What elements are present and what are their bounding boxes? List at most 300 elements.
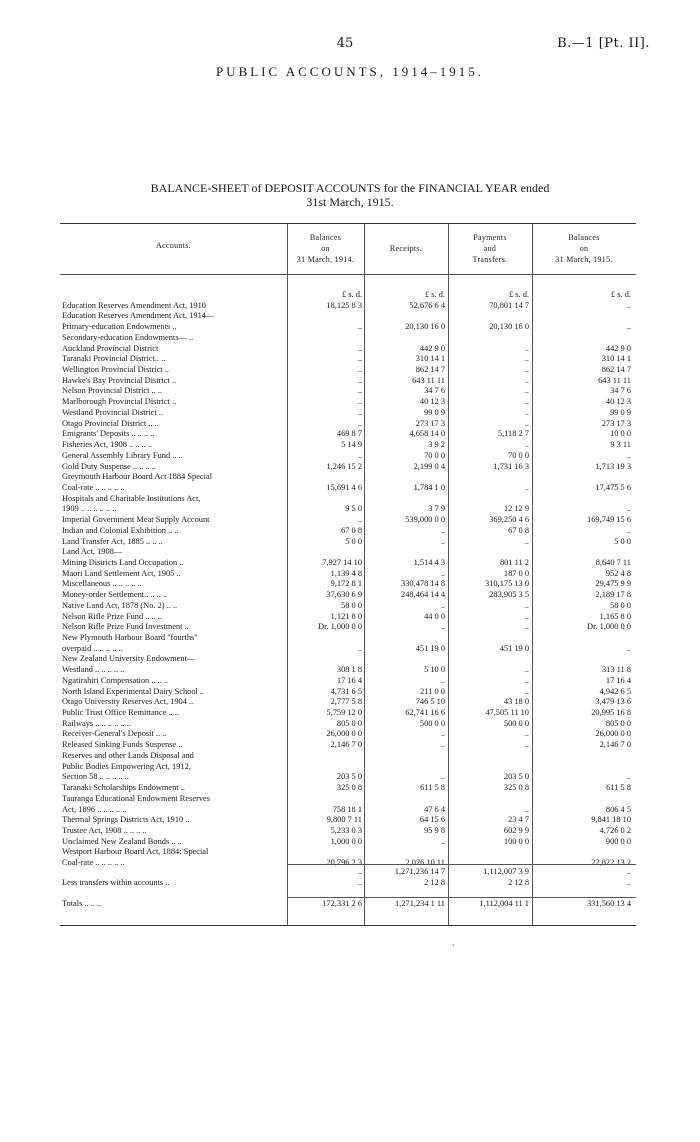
row-label: 1909 .. .. .. .. .. .. — [62, 504, 117, 514]
table-row — [60, 504, 636, 515]
cell-receipts: 95 9 8 — [424, 825, 445, 835]
cell-balance-1914: 2,146 7 0 — [330, 740, 362, 750]
header-payments — [448, 232, 532, 265]
cell-balance-1915: .. — [626, 322, 631, 332]
table-row — [60, 762, 636, 773]
table-row — [60, 837, 636, 848]
table-row — [60, 451, 636, 462]
cell-payments: 1,731 16 3 — [493, 461, 529, 471]
cell-balance-1915: 5 0 0 — [614, 536, 631, 546]
cell-balance-1914: .. — [357, 365, 362, 375]
cell-receipts: 40 12 3 — [419, 397, 445, 407]
cell-balance-1915: 331,560 13 4 — [587, 899, 631, 909]
row-label: Education Reserves Amendment Act, 1914— — [62, 311, 215, 321]
cell-payments: .. — [524, 365, 529, 375]
cell-balance-1914: .. — [357, 397, 362, 407]
cell-balance-1914: 325 0 8 — [336, 783, 362, 793]
sheet-title-line1: BALANCE-SHEET of DEPOSIT ACCOUNTS for the FINANCIAL YEAR ended — [150, 181, 550, 195]
cell-balance-1915: .. — [626, 504, 631, 514]
table-row — [60, 494, 636, 505]
cell-balance-1914: 67 0 8 — [341, 525, 362, 535]
cell-payments: .. — [524, 858, 529, 868]
cell-payments: .. — [524, 804, 529, 814]
cell-payments: 325 0 8 — [503, 783, 529, 793]
cell-balance-1914: 203 5 0 — [336, 772, 362, 782]
row-label: Unclaimed New Zealand Bonds .. .. — [62, 836, 182, 846]
cell-payments: .. — [524, 665, 529, 675]
header-line: Payments — [473, 233, 507, 242]
cell-receipts: 2,199 0 4 — [413, 461, 445, 471]
cell-balance-1914: 4,731 6 5 — [330, 686, 362, 696]
cell-balance-1915: 9 3 11 — [610, 440, 631, 450]
table-row — [60, 558, 636, 569]
table-row — [60, 815, 636, 826]
cell-receipts: .. — [440, 536, 445, 546]
cell-balance-1914: 26,000 0 0 — [326, 729, 362, 739]
cell-payments: 500 0 0 — [503, 718, 529, 728]
table-row — [60, 333, 636, 344]
cell-balance-1914: 9 5 0 — [345, 504, 362, 514]
cell-balance-1915: 169,749 15 6 — [587, 515, 631, 525]
cell-receipts: 52,676 6 4 — [409, 300, 445, 310]
table-row — [60, 622, 636, 633]
cell-balance-1914: £ s. d. — [341, 290, 362, 299]
cell-balance-1915: 8,640 7 11 — [595, 557, 631, 567]
table-row — [60, 676, 636, 687]
table-row — [60, 751, 636, 762]
table-row — [60, 729, 636, 740]
cell-payments: .. — [524, 343, 529, 353]
cell-receipts: 99 0 9 — [424, 407, 445, 417]
cell-balance-1915: 58 0 0 — [610, 600, 631, 610]
table-row — [60, 579, 636, 590]
cell-balance-1915: 643 11 11 — [598, 375, 631, 385]
cell-payments: .. — [524, 397, 529, 407]
cell-balance-1914: 2,777 5 8 — [330, 697, 362, 707]
table-row — [60, 612, 636, 623]
row-label: Released Sinking Funds Suspense .. — [62, 740, 183, 750]
row-label: Secondary-education Endowments— .. — [62, 332, 194, 342]
total-rule — [287, 897, 636, 898]
table-row — [60, 697, 636, 708]
cell-receipts: 643 11 11 — [412, 375, 445, 385]
cell-balance-1914: .. — [357, 407, 362, 417]
table-row — [60, 719, 636, 730]
row-label: Money-order Settlement.. .. .. .. — [62, 590, 168, 600]
cell-payments: .. — [524, 536, 529, 546]
cell-payments: 451 19 0 — [499, 643, 529, 653]
table-row — [60, 365, 636, 376]
cell-receipts: 1,271,236 14 7 — [394, 867, 445, 876]
row-label: Native Land Act, 1878 (No. 2) .. .. — [62, 600, 178, 610]
table-row — [60, 772, 636, 783]
row-label: Land Transfer Act, 1885 .. .. .. — [62, 536, 163, 546]
cell-balance-1915: .. — [626, 867, 631, 876]
cell-receipts: 310 14 1 — [415, 354, 445, 364]
summary-row — [60, 899, 636, 910]
cell-balance-1914: 5 0 0 — [345, 536, 362, 546]
cell-receipts: 5 10 0 — [424, 665, 445, 675]
row-label: Tauranga Educational Endowment Reserves — [62, 793, 211, 803]
row-label: Primary-education Endowments .. — [62, 322, 177, 332]
row-label: Public Trust Office Remittance .. .. — [62, 708, 179, 718]
cell-payments: .. — [524, 386, 529, 396]
row-label: Mining Districts Land Occupation .. — [62, 557, 184, 567]
cell-balance-1914: .. — [357, 322, 362, 332]
table-row — [60, 601, 636, 612]
cell-balance-1914: 758 18 1 — [332, 804, 362, 814]
cell-payments: .. — [524, 729, 529, 739]
table-row — [60, 708, 636, 719]
cell-balance-1915: 952 4 8 — [605, 568, 631, 578]
row-label: Westland .. .. .. .. .. — [62, 665, 125, 675]
table-row — [60, 440, 636, 451]
table-row — [60, 386, 636, 397]
cell-receipts: .. — [440, 622, 445, 632]
cell-balance-1915: .. — [626, 450, 631, 460]
subtotal-rule — [287, 864, 636, 865]
cell-balance-1914: 172,331 2 6 — [322, 899, 362, 909]
table-row — [60, 483, 636, 494]
cell-balance-1915: 862 14 7 — [601, 365, 631, 375]
cell-balance-1914: 5,759 12 0 — [326, 708, 362, 718]
row-label: Wellington Provincial District .. — [62, 365, 170, 375]
cell-payments: 2 12 8 — [508, 877, 529, 887]
cell-balance-1915: 22,822 13 2 — [591, 858, 631, 868]
row-label: Nelson Rifle Prize Fund .. .. .. — [62, 611, 163, 621]
cell-payments: 801 11 2 — [499, 557, 529, 567]
row-label: Nelson Rifle Prize Fund Investment .. — [62, 622, 189, 632]
row-label: Maori Land Settlement Act, 1905 .. — [62, 568, 181, 578]
cell-receipts: 64 15 6 — [419, 815, 445, 825]
header-receipts: Receipts. — [389, 244, 423, 253]
cell-balance-1915: 4,942 6 5 — [599, 686, 631, 696]
cell-receipts: 4,658 14 0 — [409, 429, 445, 439]
row-label: Coal-rate .. .. .. .. .. — [62, 482, 125, 492]
table-row — [60, 462, 636, 473]
cell-balance-1915: .. — [626, 877, 631, 887]
cell-receipts: .. — [440, 600, 445, 610]
row-label: Gold Duty Suspense .. .. .. .. — [62, 461, 156, 471]
cell-receipts: 1,271,234 1 11 — [395, 899, 445, 909]
table-row — [60, 376, 636, 387]
table-row — [60, 847, 636, 858]
row-label: Less transfers within accounts .. — [62, 877, 170, 887]
cell-balance-1914: 5 14 9 — [341, 440, 362, 450]
cell-balance-1914: 9,172 8 1 — [330, 579, 362, 589]
page-reference: B.—1 [Pt. II]. — [557, 36, 650, 51]
cell-payments: 100 0 0 — [503, 836, 529, 846]
cell-balance-1915: 40 12 3 — [605, 397, 631, 407]
header-line: 31 March, 1914. — [296, 255, 355, 264]
page-number: 45 — [336, 36, 354, 51]
cell-payments: .. — [524, 675, 529, 685]
cell-receipts: 47 6 4 — [424, 804, 445, 814]
cell-balance-1914: 17 16 4 — [336, 675, 362, 685]
cell-balance-1914: 1,139 4 8 — [330, 568, 362, 578]
cell-payments: .. — [524, 354, 529, 364]
row-label: Greymouth Harbour Board Act 1884 Special — [62, 472, 213, 482]
cell-balance-1914: 7,927 14 10 — [322, 557, 362, 567]
cell-receipts: 451 19 0 — [415, 643, 445, 653]
table-row — [60, 419, 636, 430]
row-label: Public Bodies Empowering Act, 1912, — [62, 761, 191, 771]
cell-balance-1915: 99 0 9 — [610, 407, 631, 417]
cell-balance-1915: 4,726 0 2 — [599, 825, 631, 835]
table-summary — [60, 867, 636, 910]
cell-payments: 70,801 14 7 — [489, 300, 529, 310]
table-row — [60, 344, 636, 355]
cell-receipts: 248,464 14 4 — [401, 590, 445, 600]
table-row — [60, 526, 636, 537]
table-row — [60, 301, 636, 312]
cell-balance-1914: .. — [357, 643, 362, 653]
table-row — [60, 794, 636, 805]
cell-balance-1914: .. — [357, 867, 362, 876]
cell-payments: 1,112,007 3 9 — [483, 867, 529, 876]
row-label: Taranaki Scholarships Endowment .. — [62, 783, 185, 793]
cell-balance-1915: .. — [626, 772, 631, 782]
cell-balance-1915: 3,479 13 6 — [595, 697, 631, 707]
cell-receipts: 20,130 16 0 — [405, 322, 445, 332]
cell-balance-1915: 2,146 7 0 — [599, 740, 631, 750]
cell-payments: 369,250 4 6 — [489, 515, 529, 525]
cell-balance-1915: 1,713 19 3 — [595, 461, 631, 471]
row-label: Taranaki Provincial District.. .. — [62, 354, 166, 364]
row-label: Nelson Provincial District .. .. — [62, 386, 163, 396]
header-balances-start — [287, 232, 364, 265]
cell-balance-1914: .. — [357, 343, 362, 353]
cell-balance-1915: 9,841 18 10 — [591, 815, 631, 825]
cell-payments: 602 9 9 — [503, 825, 529, 835]
row-label: New Plymouth Harbour Board "fourths" — [62, 633, 198, 642]
cell-receipts: 44 0 0 — [424, 611, 445, 621]
cell-balance-1915: 26,000 0 0 — [595, 729, 631, 739]
cell-payments: 43 18 0 — [503, 697, 529, 707]
cell-balance-1914: 58 0 0 — [341, 600, 362, 610]
cell-receipts: 34 7 6 — [424, 386, 445, 396]
cell-balance-1915: .. — [626, 643, 631, 653]
cell-payments: 5,118 2 7 — [497, 429, 529, 439]
row-label: Thermal Springs Districts Act, 1910 .. — [62, 815, 190, 825]
cell-receipts: 1,514 4 3 — [413, 557, 445, 567]
cell-balance-1914: .. — [357, 418, 362, 428]
table-row — [60, 472, 636, 483]
summary-row — [60, 878, 636, 889]
cell-payments: .. — [524, 418, 529, 428]
sheet-title-line2: 31st March, 1915. — [306, 195, 394, 209]
cell-balance-1915: 1,165 8 0 — [599, 611, 631, 621]
cell-receipts: 211 0 0 — [420, 686, 445, 696]
cell-receipts: .. — [440, 836, 445, 846]
cell-balance-1914: 1,246 15 2 — [326, 461, 362, 471]
header-line: Balances — [568, 233, 600, 242]
cell-payments: .. — [524, 622, 529, 632]
cell-receipts: .. — [440, 568, 445, 578]
cell-receipts: 3 7 9 — [428, 504, 445, 514]
cell-receipts: 862 14 7 — [415, 365, 445, 375]
table-row — [60, 805, 636, 816]
row-label: Land Act, 1908— — [62, 547, 123, 557]
table-row — [60, 783, 636, 794]
summary-row — [60, 867, 636, 878]
cell-receipts: 273 17 3 — [415, 418, 445, 428]
table-row — [60, 740, 636, 751]
cell-balance-1914: 469 8 7 — [336, 429, 362, 439]
row-label: Indian and Colonial Exhibition .. .. — [62, 525, 179, 535]
cell-balance-1915: 17 16 4 — [605, 675, 631, 685]
cell-balance-1915: Dr. 1,000 0 0 — [587, 622, 631, 632]
table-row — [60, 826, 636, 837]
cell-balance-1915: 2,189 17 8 — [595, 590, 631, 600]
cell-payments: .. — [524, 686, 529, 696]
cell-receipts: 539,000 0 0 — [405, 515, 445, 525]
table-row — [60, 547, 636, 558]
cell-receipts: 2 12 8 — [424, 877, 445, 887]
cell-payments: .. — [524, 740, 529, 750]
cell-balance-1915: 310 14 1 — [601, 354, 631, 364]
cell-payments: £ s. d. — [508, 290, 529, 299]
header-accounts: Accounts. — [156, 241, 191, 250]
sheet-title — [0, 181, 700, 209]
cell-balance-1915: .. — [626, 300, 631, 310]
cell-payments: .. — [524, 600, 529, 610]
row-label: Fisheries Act, 1908 .. .. .. .. — [62, 440, 153, 450]
header-balances-end — [532, 232, 636, 265]
row-label: Act, 1896 .. .. .. .. .. — [62, 804, 127, 814]
cell-balance-1914: Dr. 1,000 0 0 — [318, 622, 362, 632]
table-row — [60, 290, 636, 301]
cell-receipts: .. — [440, 729, 445, 739]
cell-payments: 1,112,004 11 1 — [479, 899, 529, 909]
cell-receipts: 746 5 10 — [415, 697, 445, 707]
cell-balance-1914: .. — [357, 450, 362, 460]
cell-payments: 47,505 11 10 — [485, 708, 529, 718]
cell-balance-1915: 805 0 0 — [605, 718, 631, 728]
cell-balance-1915: 273 17 3 — [601, 418, 631, 428]
row-label: Hawke's Bay Provincial District .. — [62, 375, 177, 385]
cell-balance-1915: 29,475 9 9 — [595, 579, 631, 589]
cell-payments: 20,130 16 0 — [489, 322, 529, 332]
table-row — [60, 408, 636, 419]
cell-balance-1915: 20,995 16 8 — [591, 708, 631, 718]
cell-balance-1915: .. — [626, 525, 631, 535]
cell-balance-1915: 442 9 0 — [605, 343, 631, 353]
cell-receipts: 1,784 1 0 — [413, 482, 445, 492]
cell-receipts: 62,741 16 6 — [405, 708, 445, 718]
table-row — [60, 665, 636, 676]
header-line: Transfers. — [472, 255, 508, 264]
row-label: New Zealand University Endowment— — [62, 654, 196, 664]
cell-receipts: 611 5 8 — [420, 783, 445, 793]
cell-balance-1914: 15,691 4 6 — [326, 482, 362, 492]
row-label: Education Reserves Amendment Act, 1910 — [62, 300, 206, 310]
table-row — [60, 644, 636, 655]
cell-balance-1914: 20,796 2 3 — [326, 858, 362, 868]
table-body — [60, 290, 636, 869]
cell-balance-1914: .. — [357, 515, 362, 525]
cell-balance-1915: £ s. d. — [610, 290, 631, 299]
row-label: Westport Harbour Board Act, 1884: Special — [62, 847, 209, 857]
cell-payments: 283,905 3 5 — [489, 590, 529, 600]
cell-balance-1915: 10 0 0 — [610, 429, 631, 439]
cell-payments: 310,175 13 0 — [485, 579, 529, 589]
row-label: Miscellaneous .. .. .. .. .. — [62, 579, 142, 589]
cell-receipts: 70 0 0 — [424, 450, 445, 460]
row-label: Receiver-General's Deposit .. .. — [62, 729, 167, 739]
table-row — [60, 515, 636, 526]
row-label: Hospitals and Charitable Institutions Act, — [62, 493, 201, 503]
cell-receipts: 3 9 2 — [428, 440, 445, 450]
row-label: North Island Experimental Dairy School .. — [62, 686, 205, 696]
cell-payments: .. — [524, 482, 529, 492]
row-label: General Assembly Library Fund .. .. — [62, 450, 183, 460]
cell-balance-1914: 18,125 8 3 — [326, 300, 362, 310]
cell-payments: .. — [524, 407, 529, 417]
cell-payments: 203 5 0 — [503, 772, 529, 782]
row-label: overpaid .. .. .. .. .. — [62, 643, 123, 653]
cell-balance-1915: 313 11 8 — [601, 665, 631, 675]
stray-mark: , — [452, 938, 455, 947]
row-label: Totals .. .. .. — [62, 899, 102, 909]
row-label: Railways .. .. .. .. .. .. — [62, 718, 131, 728]
cell-balance-1914: .. — [357, 375, 362, 385]
row-label: Coal-rate .. .. .. .. .. — [62, 858, 125, 868]
table-row — [60, 633, 636, 644]
cell-payments: 67 0 8 — [508, 525, 529, 535]
cell-receipts: .. — [440, 675, 445, 685]
table-row — [60, 397, 636, 408]
table-row — [60, 311, 636, 322]
cell-payments: .. — [524, 440, 529, 450]
cell-balance-1915: 900 0 0 — [605, 836, 631, 846]
cell-receipts: £ s. d. — [424, 290, 445, 299]
header-line: on — [321, 244, 330, 253]
cell-balance-1914: .. — [357, 386, 362, 396]
cell-payments: 12 12 9 — [503, 504, 529, 514]
cell-balance-1914: .. — [357, 354, 362, 364]
cell-receipts: .. — [440, 772, 445, 782]
table-row — [60, 537, 636, 548]
row-label: Otago University Reserves Act, 1904 .. — [62, 697, 194, 707]
row-label: Section 58 .. .. .. .. .. — [62, 772, 129, 782]
cell-balance-1914: 5,233 0 3 — [330, 825, 362, 835]
cell-payments: 187 0 0 — [503, 568, 529, 578]
cell-payments: .. — [524, 375, 529, 385]
row-label: Trustee Act, 1908 .. .. .. .. — [62, 825, 147, 835]
cell-payments: 70 0 0 — [508, 450, 529, 460]
cell-balance-1915: 34 7 6 — [610, 386, 631, 396]
cell-balance-1914: 1,000 0 0 — [330, 836, 362, 846]
row-label: Westland Provincial District .. — [62, 407, 163, 417]
cell-balance-1915: 17,475 5 6 — [595, 482, 631, 492]
cell-balance-1914: .. — [357, 877, 362, 887]
cell-balance-1915: 611 5 8 — [606, 783, 631, 793]
cell-receipts: .. — [440, 740, 445, 750]
table-row — [60, 322, 636, 333]
cell-balance-1914: 1,121 8 0 — [330, 611, 362, 621]
cell-receipts: 330,478 14 8 — [401, 579, 445, 589]
table-row — [60, 569, 636, 580]
row-label: Marlborough Provincial District .. — [62, 397, 177, 407]
cell-payments: 23 4 7 — [508, 815, 529, 825]
table-row — [60, 654, 636, 665]
header-line: on — [579, 244, 589, 253]
table-row — [60, 687, 636, 698]
cell-receipts: 2,026 10 11 — [405, 858, 445, 868]
row-label: Auckland Provincial District — [62, 343, 159, 353]
row-label: Imperial Government Meat Supply Account — [62, 515, 210, 525]
